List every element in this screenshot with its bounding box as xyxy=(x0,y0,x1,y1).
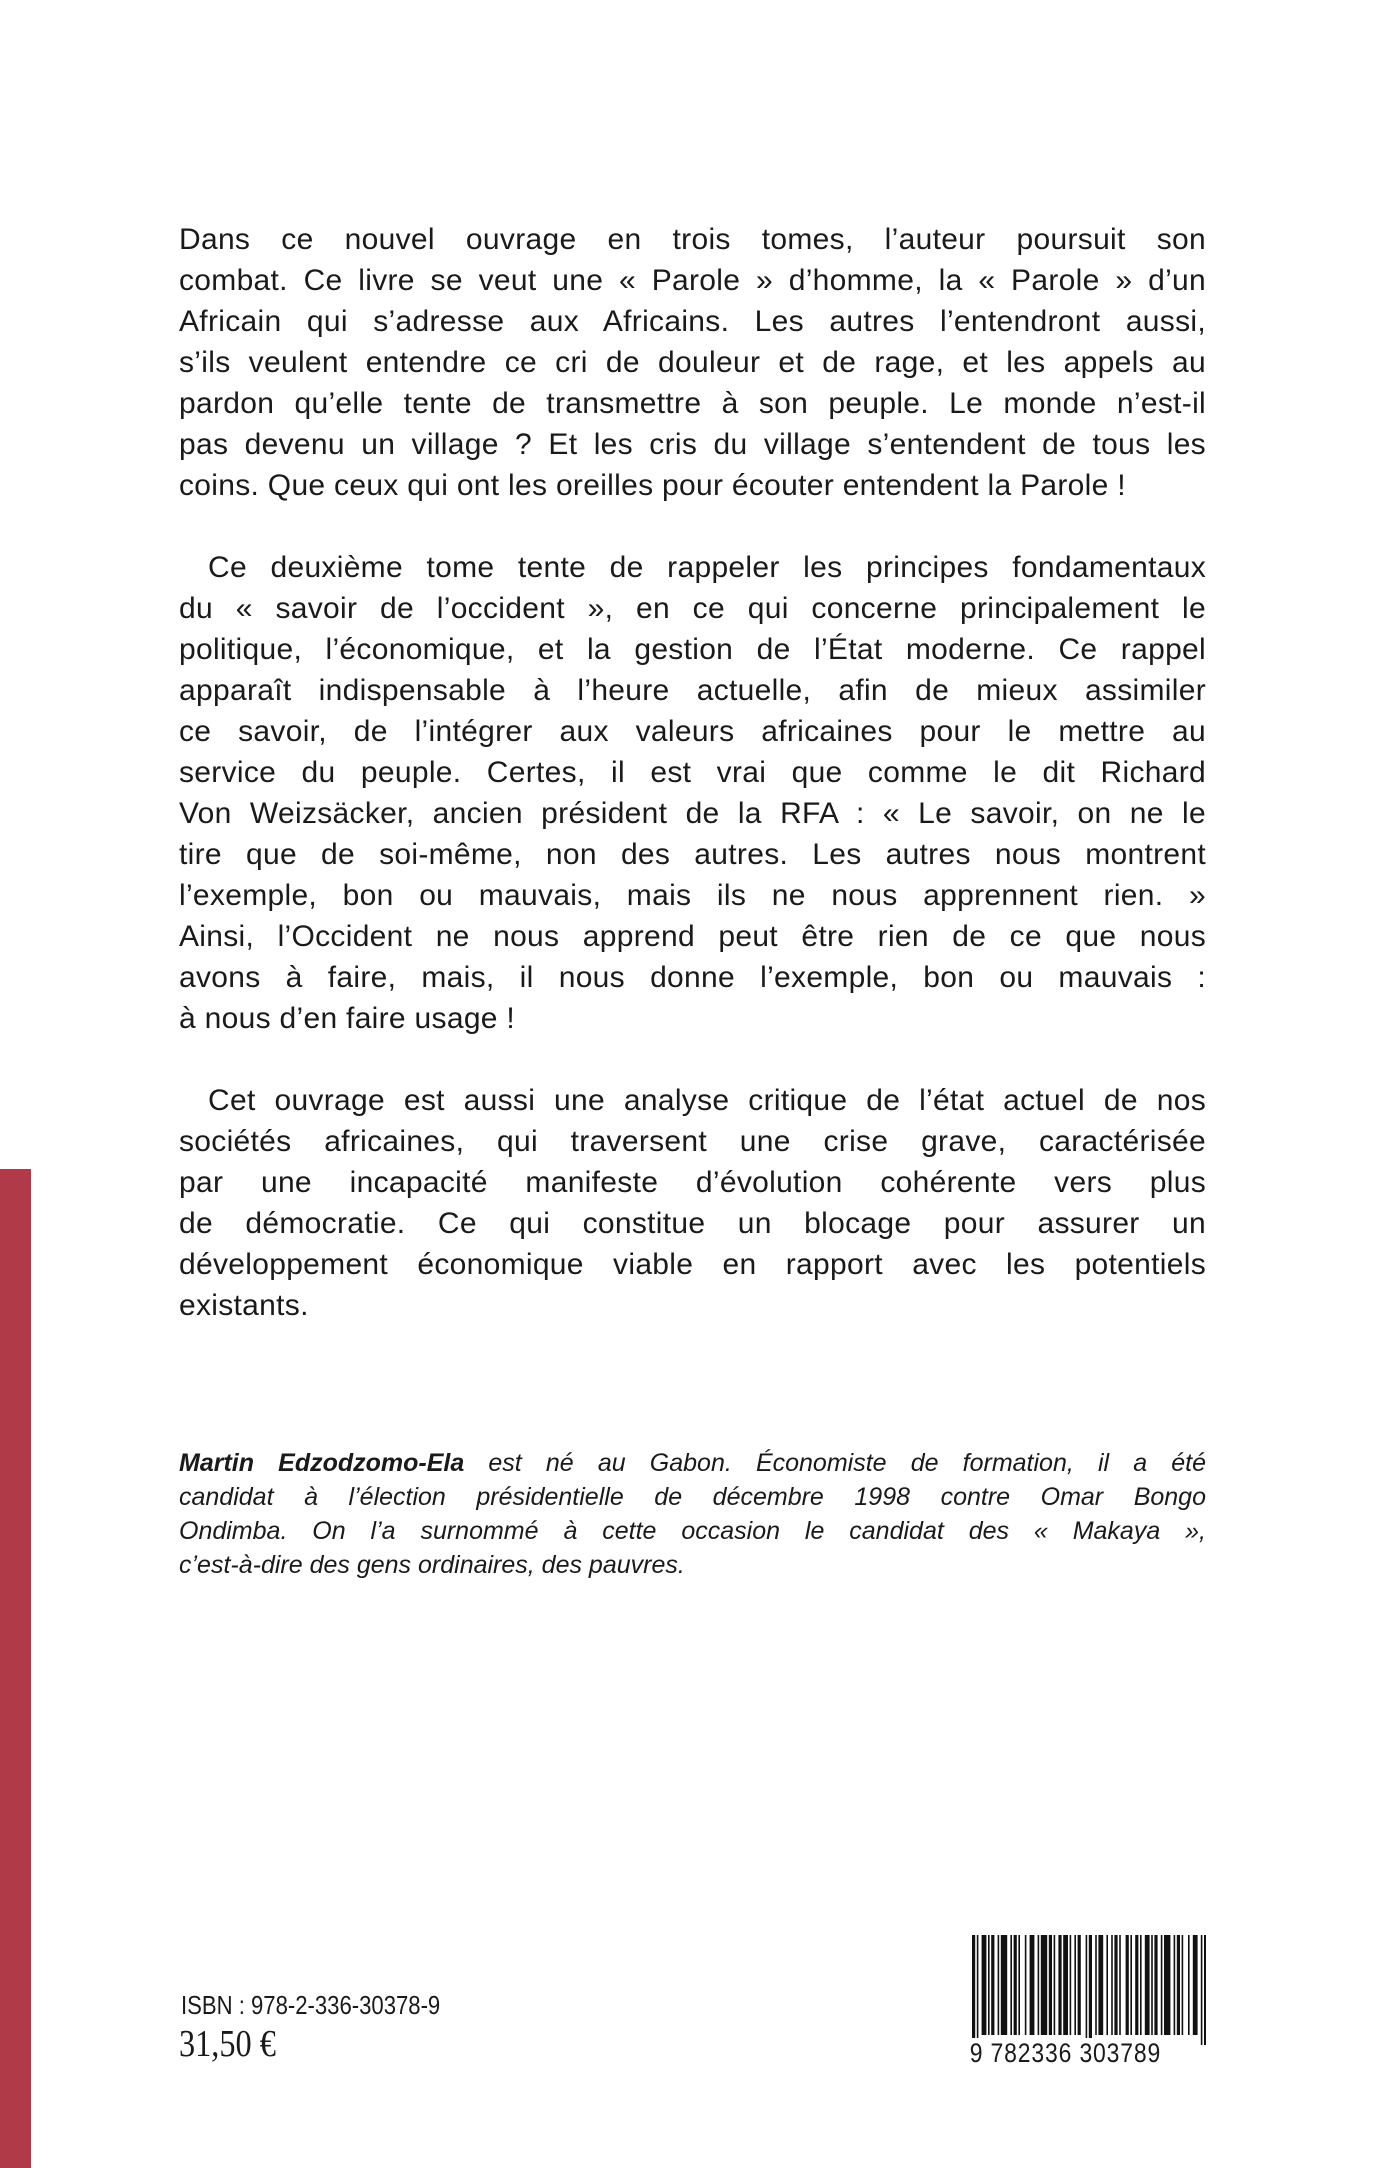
isbn: ISBN : 978-2-336-30378-9 xyxy=(181,1990,441,2020)
text-line: sociétés africaines, qui traversent une crise grave, caractérisée xyxy=(179,1125,1206,1158)
barcode-bar xyxy=(1164,1935,1170,2035)
text-line: Ce deuxième tome tente de rappeler les principes fondamentaux xyxy=(208,551,1206,584)
barcode-bar xyxy=(977,1935,979,2045)
text-line: du « savoir de l’occident », en ce qui concerne principalement le xyxy=(179,592,1206,625)
barcode-bar xyxy=(1030,1935,1035,2035)
barcode-bar xyxy=(1014,1935,1017,2035)
text-line: développement économique viable en rapport avec les potentiels xyxy=(179,1248,1206,1281)
bio-line: candidat à l’élection présidentielle de décembre 1998 contre Omar Bongo xyxy=(179,1483,1206,1511)
barcode-bar xyxy=(1119,1935,1121,2035)
paragraph-second-volume xyxy=(179,547,1206,1039)
barcode-bar xyxy=(1001,1935,1007,2035)
barcode-bar xyxy=(1018,1935,1020,2035)
barcode xyxy=(970,1935,1206,2045)
text-line: Ainsi, l’Occident ne nous apprend peut être rien de ce que nous xyxy=(179,920,1206,953)
price: 31,50 € xyxy=(179,2023,276,2065)
barcode-bar xyxy=(1114,1935,1117,2035)
paragraph-analysis xyxy=(179,1080,1206,1326)
text-line: à nous d’en faire usage ! xyxy=(179,1002,516,1035)
text-line: l’exemple, bon ou mauvais, mais ils ne nous apprennent rien. » xyxy=(179,879,1206,912)
barcode-bar xyxy=(1177,1935,1180,2035)
barcode-bar xyxy=(1188,1935,1190,2035)
barcode-bar xyxy=(1204,1935,1206,2045)
bio-line: c’est-à-dire des gens ordinaires, des pauvres. xyxy=(179,1551,685,1579)
barcode-bar xyxy=(1145,1935,1150,2035)
text-line: de démocratie. Ce qui constitue un blocage pour assurer un xyxy=(179,1207,1206,1240)
barcode-bar xyxy=(1089,1935,1092,2045)
barcode-bar xyxy=(972,1935,975,2045)
barcode-bar xyxy=(1063,1935,1068,2035)
text-line: pardon qu’elle tente de transmettre à son peuple. Le monde n’est-il xyxy=(179,387,1206,420)
spine-accent-bar xyxy=(0,1169,31,2168)
barcode-bar xyxy=(1182,1935,1184,2035)
barcode-digits: 9 782336 303789 xyxy=(969,2038,1162,2068)
barcode-bar xyxy=(1010,1935,1012,2035)
text-line: coins. Que ceux qui ont les oreilles pour écouter entendent la Parole ! xyxy=(179,469,1126,502)
author-bio xyxy=(179,1446,1206,1582)
barcode-bar xyxy=(1025,1935,1027,2035)
barcode-bar xyxy=(1201,1935,1203,2045)
text-line: combat. Ce livre se veut une « Parole » d’homme, la « Parole » d’un xyxy=(179,264,1206,297)
barcode-bar xyxy=(1041,1935,1047,2035)
text-line: pas devenu un village ? Et les cris du village s’entendent de tous les xyxy=(179,428,1206,461)
barcode-bar xyxy=(1174,1935,1176,2035)
barcode-bar xyxy=(982,1935,987,2035)
barcode-bar xyxy=(1135,1935,1138,2035)
text-line: par une incapacité manifeste d’évolution cohérente vers plus xyxy=(179,1166,1206,1199)
bio-line: Ondimba. On l’a surnommé à cette occasion le candidat des « Makaya », xyxy=(179,1517,1206,1545)
barcode-bar xyxy=(1070,1935,1072,2035)
barcode-bar xyxy=(1086,1935,1088,2045)
barcode-bar xyxy=(1095,1935,1097,2035)
text-line: s’ils veulent entendre ce cri de douleur et de rage, et les appels au xyxy=(179,346,1206,379)
barcode-bar xyxy=(1074,1935,1076,2035)
barcode-bar xyxy=(1038,1935,1040,2035)
barcode-bar xyxy=(1078,1935,1081,2035)
barcode-bar xyxy=(1049,1935,1052,2035)
barcode-bar xyxy=(1126,1935,1129,2035)
barcode-bar xyxy=(1106,1935,1108,2035)
text-line: avons à faire, mais, il nous donne l’exemple, bon ou mauvais : xyxy=(179,961,1206,994)
barcode-bar xyxy=(1161,1935,1163,2035)
barcode-bar xyxy=(1098,1935,1103,2035)
barcode-bar xyxy=(1154,1935,1157,2035)
barcode-bar xyxy=(998,1935,1000,2035)
text-line: politique, l’économique, et la gestion de l’État moderne. Ce rappel xyxy=(179,633,1206,666)
barcode-bar xyxy=(988,1935,990,2035)
text-line: Africain qui s’adresse aux Africains. Les autres l’entendront aussi, xyxy=(179,305,1206,338)
text-line: apparaît indispensable à l’heure actuelle, afin de mieux assimiler xyxy=(179,674,1206,707)
barcode-bar xyxy=(1151,1935,1153,2035)
barcode-bar xyxy=(991,1935,994,2035)
barcode-bar xyxy=(1130,1935,1132,2035)
text-line: service du peuple. Certes, il est vrai que comme le dit Richard xyxy=(179,756,1206,789)
text-line: existants. xyxy=(179,1289,309,1322)
barcode-bar xyxy=(1058,1935,1061,2035)
barcode-bar xyxy=(1111,1935,1113,2035)
text-line: Cet ouvrage est aussi une analyse critique de l’état actuel de nos xyxy=(208,1084,1206,1117)
text-line: Dans ce nouvel ouvrage en trois tomes, l’auteur poursuit son xyxy=(179,223,1206,256)
bio-line: Martin Edzodzomo-Ela est né au Gabon. Économiste de formation, il a été xyxy=(179,1449,1207,1477)
barcode-bar xyxy=(1193,1935,1198,2035)
text-line: tire que de soi-même, non des autres. Les autres nous montrent xyxy=(179,838,1206,871)
barcode-bar xyxy=(1140,1935,1142,2035)
paragraph-intro xyxy=(179,219,1206,506)
text-line: Von Weizsäcker, ancien président de la RFA : « Le savoir, on ne le xyxy=(179,797,1206,830)
barcode-bar xyxy=(1054,1935,1056,2035)
author-name: Martin Edzodzomo-Ela xyxy=(179,1449,465,1477)
text-line: ce savoir, de l’intégrer aux valeurs africaines pour le mettre au xyxy=(179,715,1206,748)
